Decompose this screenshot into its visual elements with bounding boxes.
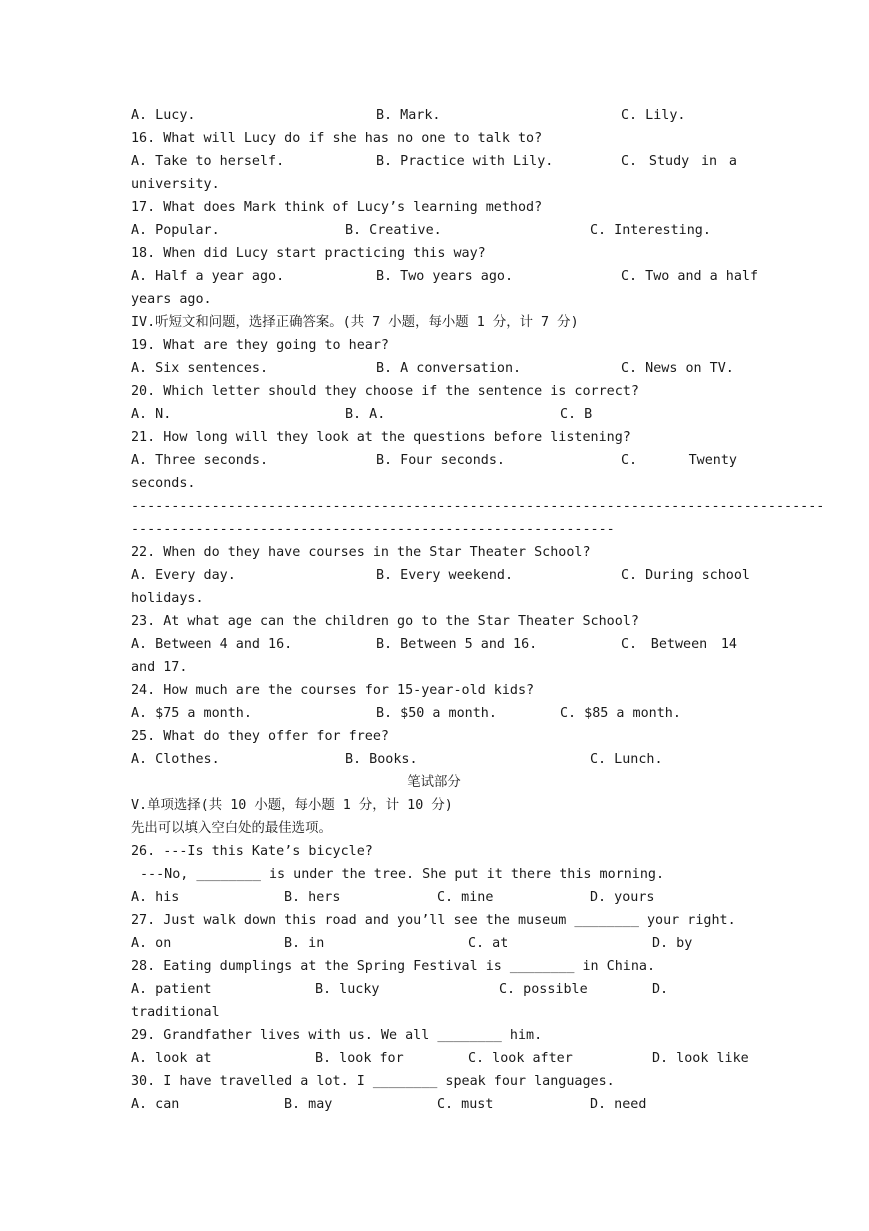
option-c: C. must [437,1097,494,1112]
option-c [621,150,737,173]
option-c: C. at [468,936,509,951]
options-26 [131,886,737,909]
option-c: C. $85 a month. [560,706,681,721]
option-c: C. Lunch. [590,752,663,767]
option-c: C. Lily. [621,108,686,123]
option-c-word: 14 [720,637,737,652]
option-b: B. Practice with Lily. [376,154,554,169]
option-a: A. patient [131,982,212,997]
option-a: A. his [131,890,180,905]
question-30: 30. I have travelled a lot. I ________ speak four languages. [131,1074,615,1089]
question-26-reply: ---No, ________ is under the tree. She put it there this morning. [140,867,665,882]
options-25 [131,748,737,771]
option-c [621,449,737,472]
options-30 [131,1093,737,1116]
question-28: 28. Eating dumplings at the Spring Festival is ________ in China. [131,959,656,974]
options-18 [131,265,759,288]
option-b: B. Mark. [376,108,441,123]
option-a: A. can [131,1097,180,1112]
question-16: 16. What will Lucy do if she has no one to talk to? [131,131,543,146]
option-a: A. look at [131,1051,212,1066]
option-a: A. Six sentences. [131,361,269,376]
option-a: A. Every day. [131,568,236,583]
option-c: C. possible [499,982,588,997]
question-27: 27. Just walk down this road and you’ll see the museum ________ your right. [131,913,736,928]
option-c-letter: C. [621,637,638,652]
option-c-letter: C. [621,154,638,169]
option-b: B. Two years ago. [376,269,514,284]
option-c [621,633,737,656]
options-21-cont: seconds. [131,476,196,491]
exam-page [131,104,825,1116]
options-22 [131,564,750,587]
option-b: B. Between 5 and 16. [376,637,538,652]
option-c-word: a [728,154,737,169]
option-a: A. on [131,936,172,951]
question-21: 21. How long will they look at the questions before listening? [131,430,631,445]
option-b: B. in [284,936,325,951]
options-28 [131,978,737,1001]
options-23-cont: and 17. [131,660,188,675]
option-b: B. A conversation. [376,361,522,376]
options-29 [131,1047,749,1070]
question-26: 26. ---Is this Kate’s bicycle? [131,844,373,859]
option-a: A. Between 4 and 16. [131,637,293,652]
option-b: B. Books. [345,752,418,767]
option-b: B. look for [315,1051,404,1066]
option-d: D. by [652,936,693,951]
options-23 [131,633,737,656]
question-18: 18. When did Lucy start practicing this way? [131,246,486,261]
option-b: B. lucky [315,982,380,997]
option-a: A. Clothes. [131,752,220,767]
option-b: B. Four seconds. [376,453,505,468]
options-15 [131,104,737,127]
option-a: A. Lucy. [131,108,196,123]
option-c-word: Between [650,637,708,652]
option-d: D. yours [590,890,655,905]
option-b: B. may [284,1097,333,1112]
options-18-cont: years ago. [131,292,212,307]
option-a: A. Popular. [131,223,220,238]
options-24 [131,702,737,725]
question-17: 17. What does Mark think of Lucy’s learning method? [131,200,543,215]
option-a: A. N. [131,407,172,422]
option-c-word: in [701,154,718,169]
option-b: B. Every weekend. [376,568,514,583]
question-24: 24. How much are the courses for 15-year-old kids? [131,683,535,698]
option-b: B. hers [284,890,341,905]
option-a: A. Three seconds. [131,453,269,468]
question-23: 23. At what age can the children go to the Star Theater School? [131,614,639,629]
options-19 [131,357,737,380]
option-c: C. News on TV. [621,361,734,376]
option-b: B. $50 a month. [376,706,497,721]
option-a: A. Half a year ago. [131,269,285,284]
written-part-heading: 笔试部分 [407,775,461,790]
option-a: A. $75 a month. [131,706,252,721]
question-29: 29. Grandfather lives with us. We all ________ him. [131,1028,543,1043]
option-c: C. B [560,407,593,422]
option-c-letter: C. [621,453,638,468]
options-20 [131,403,737,426]
question-20: 20. Which letter should they choose if the sentence is correct? [131,384,639,399]
section-5-heading: V.单项选择(共 10 小题，每小题 1 分，计 10 分) [131,798,453,813]
option-c: C. mine [437,890,494,905]
question-19: 19. What are they going to hear? [131,338,389,353]
options-21 [131,449,737,472]
option-c: C. During school [621,568,750,583]
option-c: C. Interesting. [590,223,711,238]
option-a: A. Take to herself. [131,154,285,169]
options-22-cont: holidays. [131,591,204,606]
option-b: B. A. [345,407,386,422]
section-5-instructions: 先出可以填入空白处的最佳选项。 [131,821,332,836]
options-27 [131,932,737,955]
options-16-cont: university. [131,177,220,192]
options-28-cont: traditional [131,1005,220,1020]
question-25: 25. What do they offer for free? [131,729,389,744]
option-c-word: Study [648,154,690,169]
option-d: D. need [590,1097,647,1112]
option-d: D. [652,982,669,997]
divider-line: -------------------------------------------------------------------------------------- [131,499,825,514]
option-c: C. Two and a half [621,269,759,284]
option-b: B. Creative. [345,223,442,238]
options-16 [131,150,737,173]
options-17 [131,219,737,242]
question-22: 22. When do they have courses in the Star Theater School? [131,545,591,560]
divider-line: ------------------------------------------------------------ [131,522,615,537]
option-c: C. look after [468,1051,573,1066]
section-4-heading: IV.听短文和问题，选择正确答案。(共 7 小题，每小题 1 分，计 7 分) [131,315,579,330]
option-c-word: Twenty [688,453,737,468]
option-d: D. look like [652,1051,749,1066]
